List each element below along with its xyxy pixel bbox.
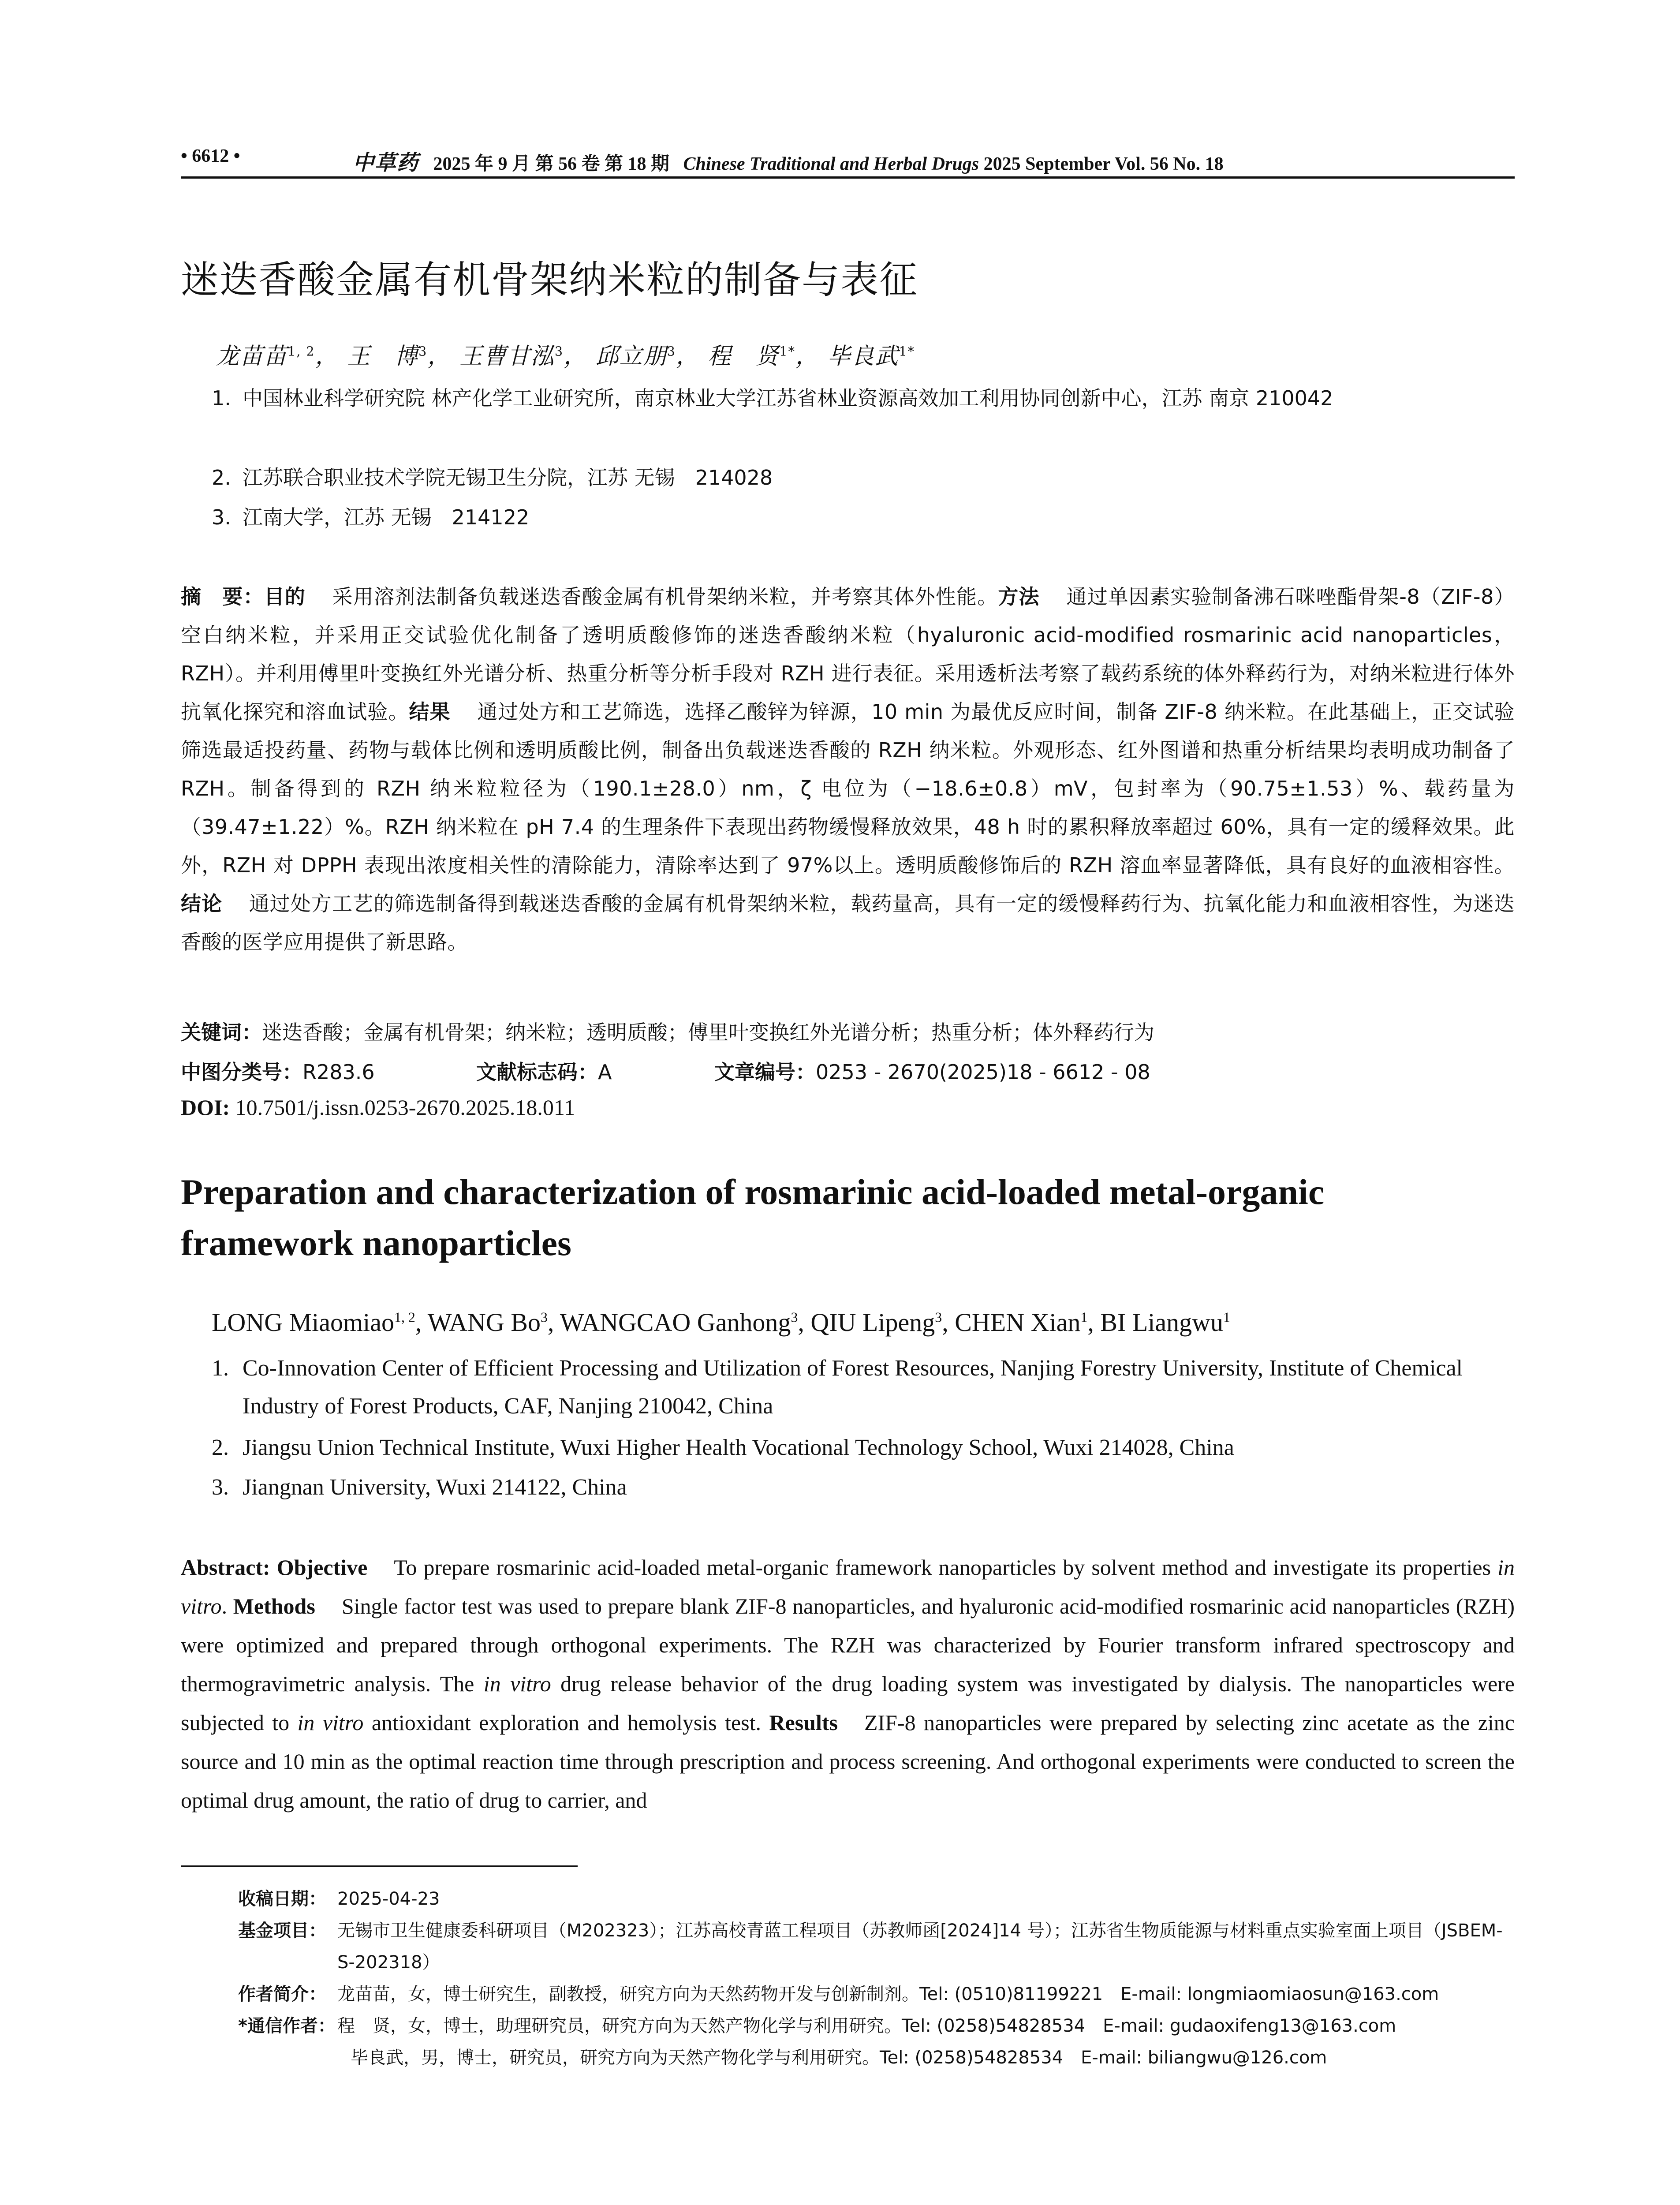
doi-line [181, 1095, 575, 1120]
footnote-text: 程 贤，女，博士，助理研究员，研究方向为天然产物化学与利用研究。Tel: (0258)54828534 E-mail: gudaoxifeng13@163.com [337, 2016, 1396, 2036]
author-en: QIU Lipeng [810, 1308, 935, 1337]
author-sup: 3 [667, 344, 676, 359]
author-cn: 王曹甘泓 [459, 343, 555, 370]
clc-value: R283.6 [302, 1060, 375, 1084]
footnote-author [238, 1978, 1512, 2010]
affiliation-text: Co-Innovation Center of Efficient Processing and Utilization of Forest Resources, Nanjing Forestry University, Institute of Chemical Industry of Forest Products, CAF, Nanjing 210042, China [243, 1356, 1463, 1419]
affiliation-text: 江南大学，江苏 无锡 214122 [243, 505, 530, 529]
methods-text: 通过单因素实验制备沸石咪唑酯骨架-8（ZIF-8）空白纳米粒，并采用正交试验优化制备了透明质酸修饰的迷迭香酸纳米粒（hyaluronic acid-modified rosmarinic acid nanoparticles，RZH）。并利用傅里叶变换红外光谱分析、热重分析等分析手段对 RZH 进行表征。采用透析法考察了载药系统的体外释药行为，对纳米粒进行体外抗氧化探究和溶血试验。 [181, 585, 1515, 724]
footnote-text: 无锡市卫生健康委科研项目（M202323）；江苏高校青蓝工程项目（苏教师函[2024]14 号）；江苏省生物质能源与材料重点实验室面上项目（JSBEM-S-202318） [337, 1921, 1503, 1973]
author-sup: 1, 2 [287, 344, 315, 359]
methods-text: antioxidant exploration and hemolysis test. [371, 1710, 761, 1735]
author-en: CHEN Xian [955, 1308, 1081, 1337]
doc-code [476, 1056, 612, 1085]
objective-label: 目的 [264, 585, 306, 609]
title-cn: 迷迭香酸金属有机骨架纳米粒的制备与表征 [181, 258, 918, 302]
conclusion-label: 结论 [181, 892, 223, 916]
footnote-corresponding [238, 2010, 1512, 2042]
authors-en: LONG Miaomiao$^{1, 2}$, WANG Bo$^3$, WANGCAO Ganhong$^3$, QIU Lipeng$^3$, CHEN Xian$^1$, BI Liangwu$^1$ [212, 1308, 1230, 1337]
in-vitro-term: in vitro [181, 1555, 1515, 1618]
author-sup: 3 [418, 344, 428, 359]
footnote-label: 基金项目： [238, 1921, 326, 1941]
affiliation-text: Jiangsu Union Technical Institute, Wuxi Higher Health Vocational Technology School, Wuxi 214028, China [243, 1435, 1234, 1460]
journal-brand: 中草药 [353, 151, 419, 175]
footnote-text: 龙苗苗，女，博士研究生，副教授，研究方向为天然药物开发与创新制剂。Tel: (0510)81199221 E-mail: longmiaomiaosun@163.com [337, 1984, 1439, 2004]
author-cn: 王 博 [347, 343, 419, 370]
footnote-label: 作者简介： [238, 1984, 326, 2004]
in-vitro-term: in vitro [483, 1671, 551, 1696]
footnote-fund [238, 1915, 1512, 1978]
author-en: LONG Miaomiao [212, 1308, 394, 1337]
results-text: 通过处方和工艺筛选，选择乙酸锌为锌源，10 min 为最优反应时间，制备 ZIF-8 纳米粒。在此基础上，正交试验筛选最适投药量、药物与载体比例和透明质酸比例，制备出负载迷迭香酸的 RZH 纳米粒。外观形态、红外图谱和热重分析结果均表明成功制备了 RZH。制备得到的 RZH 纳米粒粒径为（190.1±28.0）nm，ζ 电位为（−18.6±0.8）mV，包封率为（90.75±1.53）%、载药量为（39.47±1.22）%。RZH 纳米粒在 pH 7.4 的生理条件下表现出药物缓慢释放效果，48 h 时的累积释放率超过 60%，具有一定的缓释效果。此外，RZH 对 DPPH 表现出浓度相关性的清除能力，清除率达到了 97%以上。透明质酸修饰后的 RZH 溶血率显著降低，具有良好的血液相容性。 [181, 700, 1515, 877]
footnote-text: 2025-04-23 [337, 1889, 440, 1909]
footnote-received [238, 1883, 1512, 1915]
author-cn: 程 贤 [708, 343, 780, 370]
footnote-label: 收稿日期： [238, 1889, 326, 1909]
author-sup: 3 [791, 1309, 798, 1325]
results-text: ZIF-8 nanoparticles were prepared by selecting zinc acetate as the zinc source and 10 min as the optimal reaction time through prescription and process screening. And orthogonal experiments were conducted to screen the optimal drug amount, the ratio of drug to carrier, and [181, 1710, 1515, 1813]
keywords-line [181, 1017, 1154, 1046]
article-value: 0253 - 2670(2025)18 - 6612 - 08 [816, 1060, 1150, 1084]
abstract-en: Abstract: Objective To prepare rosmarinic acid-loaded metal-organic framework nanoparticles by solvent method and investigate its properties in vitro. Methods Single factor test was used to prepare blank ZIF-8 nanoparticles, and hyaluronic acid-modified rosmarinic acid nanoparticles (RZH) were optimized and prepared through orthogonal experiments. The RZH was characterized by Fourier transform infrared spectroscopy and thermogravimetric analysis. The in vitro drug release behavior of the drug loading system was investigated by dialysis. The nanoparticles were subjected to in vitro antioxidant exploration and hemolysis test. Results ZIF-8 nanoparticles were prepared by selecting zinc acetate as the zinc source and 10 min as the optimal reaction time through prescription and process screening. And orthogonal experiments were conducted to screen the optimal drug amount, the ratio of drug to carrier, and [181, 1555, 1515, 1813]
affiliation-number: 3. [212, 505, 231, 529]
title-en: Preparation and characterization of rosmarinic acid-loaded metal-organic framework nanoparticles [181, 1172, 1325, 1263]
results-label: 结果 [409, 700, 451, 724]
author-en: WANG Bo [427, 1308, 541, 1337]
author-cn: 邱立朋 [595, 343, 667, 370]
methods-text: Single factor test was used to prepare blank ZIF-8 nanoparticles, and hyaluronic acid-modified rosmarinic acid nanoparticles (RZH) were optimized and prepared through orthogonal experiments. The RZH was characterized by Fourier transform infrared spectroscopy and thermogravimetric analysis. The [181, 1594, 1515, 1696]
classification-line [181, 1056, 1515, 1085]
footnote-divider [181, 1865, 578, 1867]
affiliation-number: 3. [212, 1475, 229, 1500]
results-label: Results [769, 1710, 838, 1735]
methods-text: drug release behavior of the drug loading system was investigated by dialysis. The nanoparticles were subjected to [181, 1671, 1515, 1735]
affiliation-text: 中国林业科学研究院 林产化学工业研究所，南京林业大学江苏省林业资源高效加工利用协同创新中心，江苏 南京 210042 [243, 386, 1333, 410]
conclusion-text: 通过处方工艺的筛选制备得到载迷迭香酸的金属有机骨架纳米粒，载药量高，具有一定的缓慢释药行为、抗氧化能力和血液相容性，为迷迭香酸的医学应用提供了新思路。 [181, 892, 1515, 954]
abstract-cn [181, 578, 1515, 961]
footnote-corresponding-2 [238, 2042, 1512, 2074]
author-sup: 1* [899, 344, 915, 359]
footnote-text: 毕良武，男，博士，研究员，研究方向为天然产物化学与利用研究。Tel: (0258)54828534 E-mail: biliangwu@126.com [351, 2048, 1327, 2068]
doc-label: 文献标志码： [476, 1060, 598, 1084]
author-cn: 龙苗苗 [216, 343, 288, 370]
keywords-text: 迷迭香酸；金属有机骨架；纳米粒；透明质酸；傅里叶变换红外光谱分析；热重分析；体外释药行为 [262, 1020, 1154, 1044]
journal-issue-cn: 2025 年 9 月 第 56 卷 第 18 期 [433, 154, 670, 174]
page-number: • 6612 • [181, 146, 240, 166]
keywords-label: 关键词： [181, 1020, 262, 1044]
author-sup: 3 [935, 1309, 942, 1325]
author-cn: 毕良武 [827, 343, 899, 370]
methods-label: 方法 [998, 585, 1040, 609]
affiliation-number: 1. [212, 1356, 229, 1381]
affiliation-text: Jiangnan University, Wuxi 214122, China [243, 1475, 627, 1500]
in-vitro-term: in vitro [297, 1710, 364, 1735]
footnotes [238, 1883, 1512, 2074]
affiliation-cn-1 [212, 379, 1517, 417]
author-sup: 1, 2 [394, 1309, 415, 1325]
affiliation-text: 江苏联合职业技术学院无锡卫生分院，江苏 无锡 214028 [243, 466, 773, 490]
doi-label: DOI: [181, 1095, 230, 1120]
doi-link[interactable]: 10.7501/j.issn.0253-2670.2025.18.011 [235, 1095, 575, 1120]
objective-label: Objective [276, 1555, 368, 1580]
journal-line [353, 146, 1224, 176]
journal-issue-en: 2025 September Vol. 56 No. 18 [983, 154, 1224, 174]
affiliation-cn-2 [212, 459, 1517, 497]
affiliation-number: 2. [212, 466, 231, 490]
abstract-label: 摘 要： [181, 585, 264, 609]
affiliation-en-3 [212, 1469, 1517, 1506]
author-sup: 1* [779, 344, 795, 359]
objective-text: 采用溶剂法制备负载迷迭香酸金属有机骨架纳米粒，并考察其体外性能。 [332, 585, 998, 609]
doc-value: A [598, 1060, 612, 1084]
authors-cn: 龙苗苗$^{1, 2}$， 王 博$^3$， 王曹甘泓$^3$， 邱立朋$^3$， 程 贤$^{1*}$， 毕良武$^{1*}$ [216, 343, 915, 370]
author-en: BI Liangwu [1100, 1308, 1223, 1337]
article-number [714, 1056, 1150, 1085]
methods-label: Methods [233, 1594, 315, 1618]
abstract-label: Abstract: [181, 1555, 270, 1580]
author-en: WANGCAO Ganhong [560, 1308, 791, 1337]
author-sup: 1 [1223, 1309, 1230, 1325]
affiliation-number: 2. [212, 1435, 229, 1460]
affiliation-number: 1. [212, 386, 231, 410]
clc-label: 中图分类号： [181, 1060, 302, 1084]
objective-text: To prepare rosmarinic acid-loaded metal-organic framework nanoparticles by solvent method and investigate its properties [394, 1555, 1491, 1580]
affiliation-en-2 [212, 1429, 1517, 1467]
footnote-label: *通信作者： [238, 2016, 336, 2036]
author-sup: 1 [1080, 1309, 1088, 1325]
affiliation-cn-3 [212, 498, 1517, 536]
article-label: 文章编号： [714, 1060, 816, 1084]
author-sup: 3 [540, 1309, 548, 1325]
affiliation-en-1 [212, 1349, 1517, 1425]
author-sup: 3 [554, 344, 564, 359]
running-header [181, 146, 1515, 179]
journal-name-en: Chinese Traditional and Herbal Drugs [683, 154, 979, 174]
